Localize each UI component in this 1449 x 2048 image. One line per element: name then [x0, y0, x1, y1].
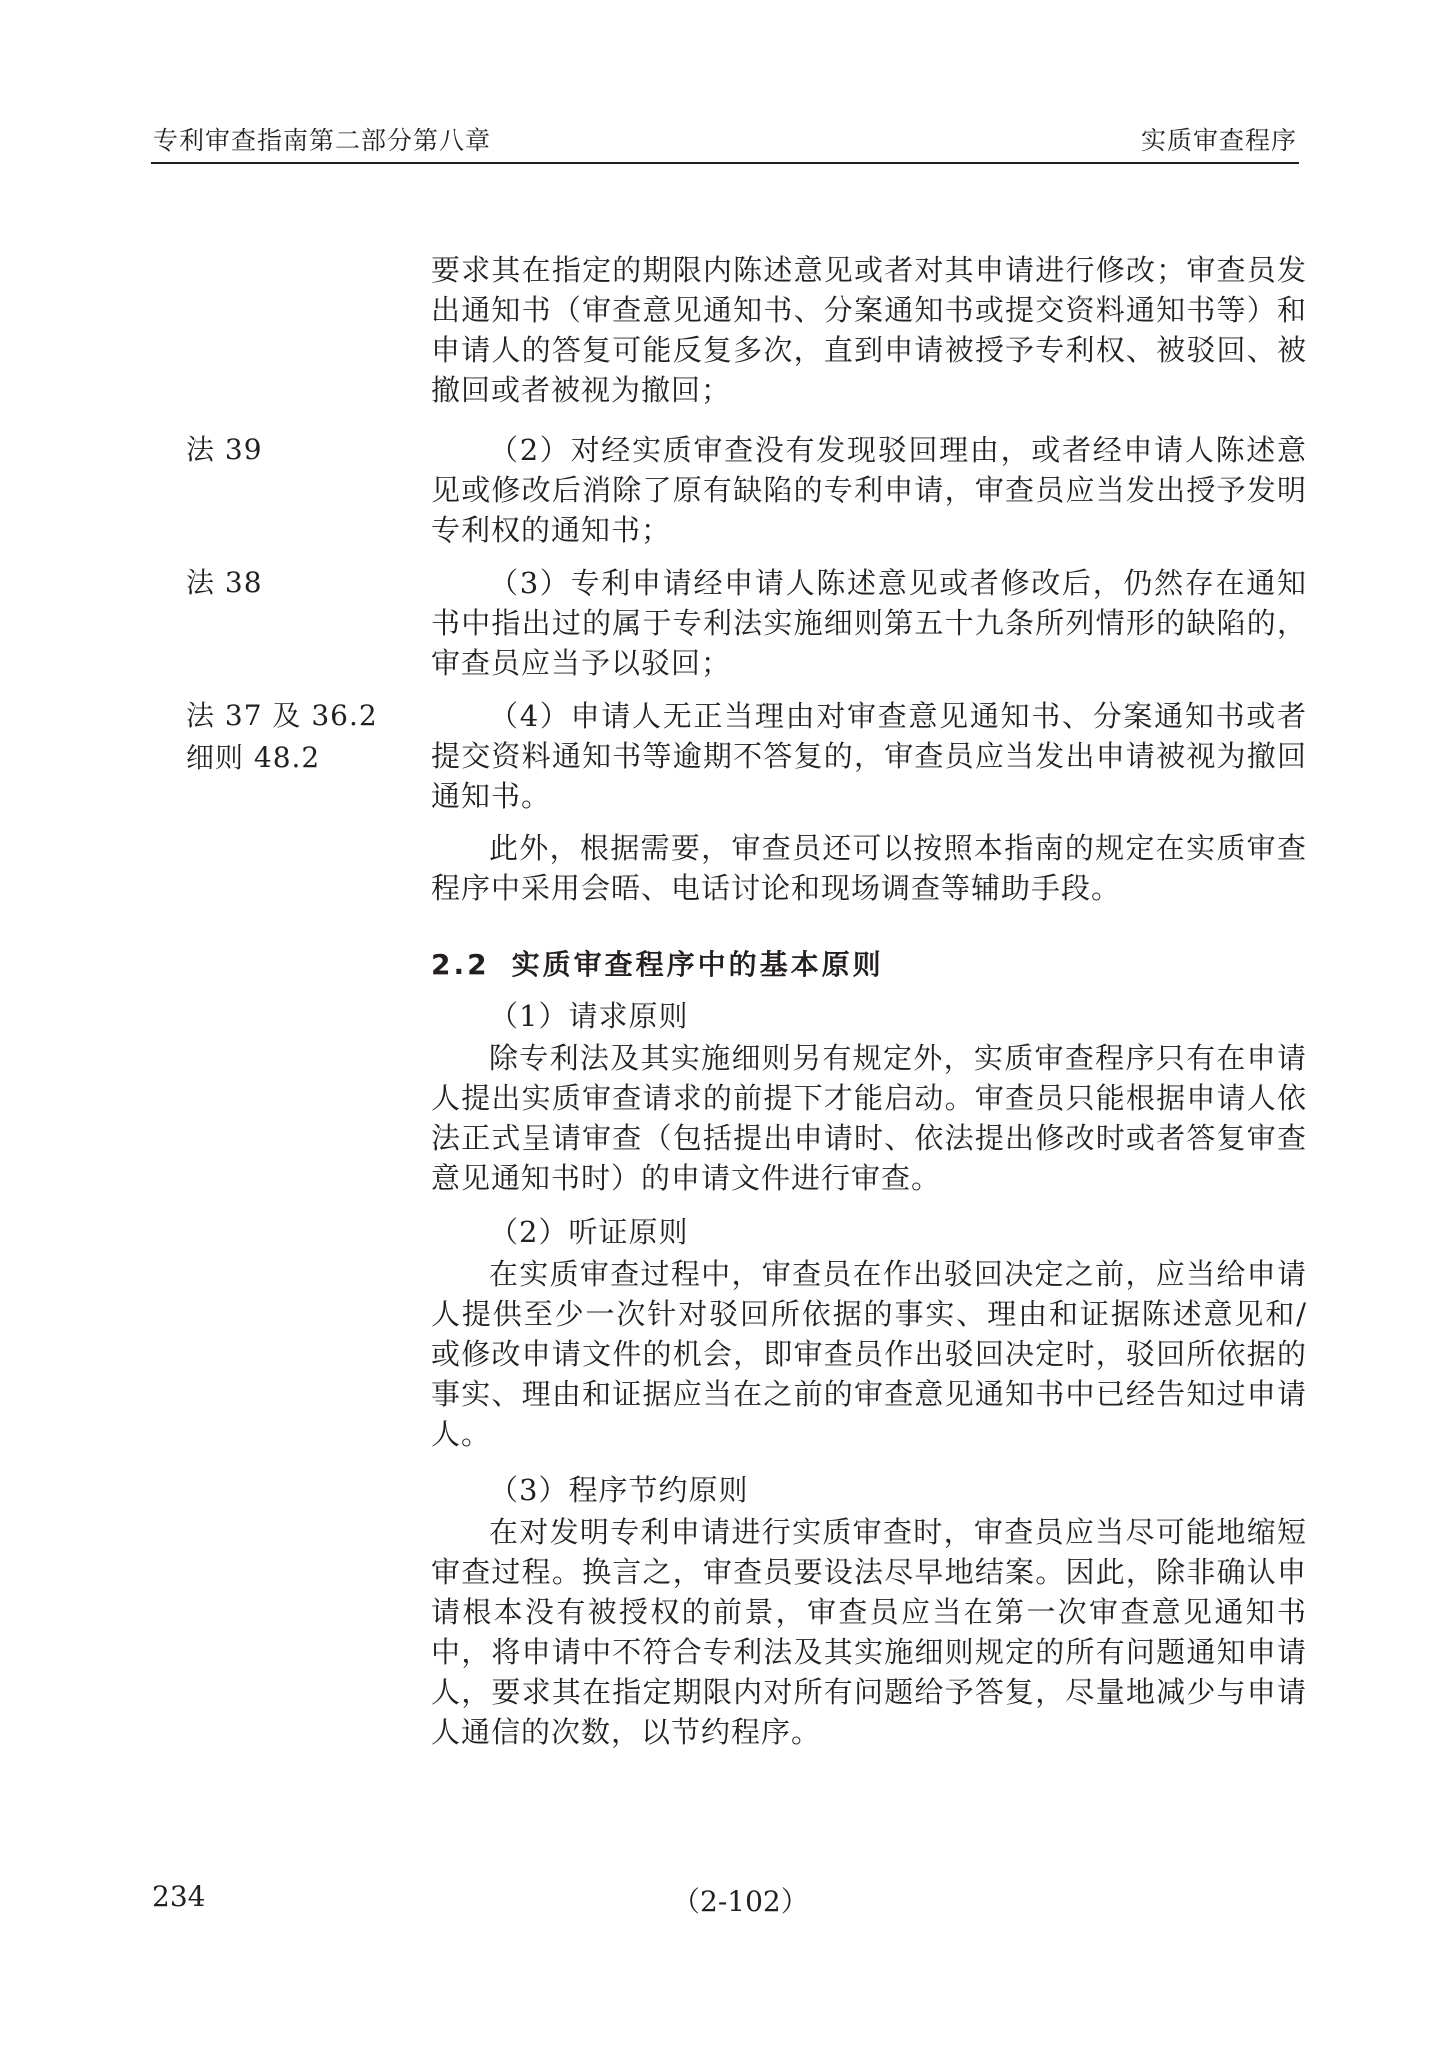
header-section-title: 实质审查程序	[1140, 126, 1297, 155]
principle-heading-economy: （3）程序节约原则	[489, 1473, 749, 1507]
page-code: （2-102）	[672, 1885, 809, 1918]
running-header	[151, 118, 1299, 164]
margin-note-law-37: 法 37 及 36.2	[186, 699, 378, 732]
principle-heading-hearing: （2）听证原则	[489, 1215, 689, 1249]
section-heading	[431, 943, 884, 983]
header-chapter-title: 专利审查指南第二部分第八章	[153, 126, 492, 155]
page-number: 234	[152, 1880, 206, 1913]
body-paragraph-continuation: 要求其在指定的期限内陈述意见或者对其申请进行修改；审查员发出通知书（审查意见通知书、分案通知书或提交资料通知书等）和申请人的答复可能反复多次，直到申请被授予专利权、被驳回、被撤回或者被视为撤回；	[431, 253, 1307, 407]
body-paragraph-auxiliary: 此外，根据需要，审查员还可以按照本指南的规定在实质审查程序中采用会晤、电话讨论和现场调查等辅助手段。	[431, 831, 1307, 905]
margin-note-law-38: 法 38	[186, 566, 263, 599]
principle-text-request: 除专利法及其实施细则另有规定外，实质审查程序只有在申请人提出实质审查请求的前提下才能启动。审查员只能根据申请人依法正式呈请审查（包括提出申请时、依法提出修改时或者答复审查意见通知书时）的申请文件进行审查。	[431, 1041, 1307, 1195]
margin-note-rule-48: 细则 48.2	[186, 741, 321, 774]
margin-note-law-39: 法 39	[186, 433, 263, 466]
section-number: 2.2	[431, 948, 490, 981]
body-paragraph-item-2: （2）对经实质审查没有发现驳回理由，或者经申请人陈述意见或修改后消除了原有缺陷的专利申请，审查员应当发出授予发明专利权的通知书；	[431, 433, 1307, 547]
section-title: 实质审查程序中的基本原则	[511, 948, 884, 981]
body-paragraph-item-3: （3）专利申请经申请人陈述意见或者修改后，仍然存在通知书中指出过的属于专利法实施细则第五十九条所列情形的缺陷的，审查员应当予以驳回；	[431, 566, 1307, 680]
principle-text-economy: 在对发明专利申请进行实质审查时，审查员应当尽可能地缩短审查过程。换言之，审查员要设法尽早地结案。因此，除非确认申请根本没有被授权的前景，审查员应当在第一次审查意见通知书中，将申请中不符合专利法及其实施细则规定的所有问题通知申请人，要求其在指定期限内对所有问题给予答复，尽量地减少与申请人通信的次数，以节约程序。	[431, 1515, 1307, 1749]
body-paragraph-item-4: （4）申请人无正当理由对审查意见通知书、分案通知书或者提交资料通知书等逾期不答复的，审查员应当发出申请被视为撤回通知书。	[431, 699, 1307, 813]
principle-heading-request: （1）请求原则	[489, 999, 689, 1033]
principle-text-hearing: 在实质审查过程中，审查员在作出驳回决定之前，应当给申请人提供至少一次针对驳回所依据的事实、理由和证据陈述意见和/或修改申请文件的机会，即审查员作出驳回决定时，驳回所依据的事实、理由和证据应当在之前的审查意见通知书中已经告知过申请人。	[431, 1257, 1307, 1451]
